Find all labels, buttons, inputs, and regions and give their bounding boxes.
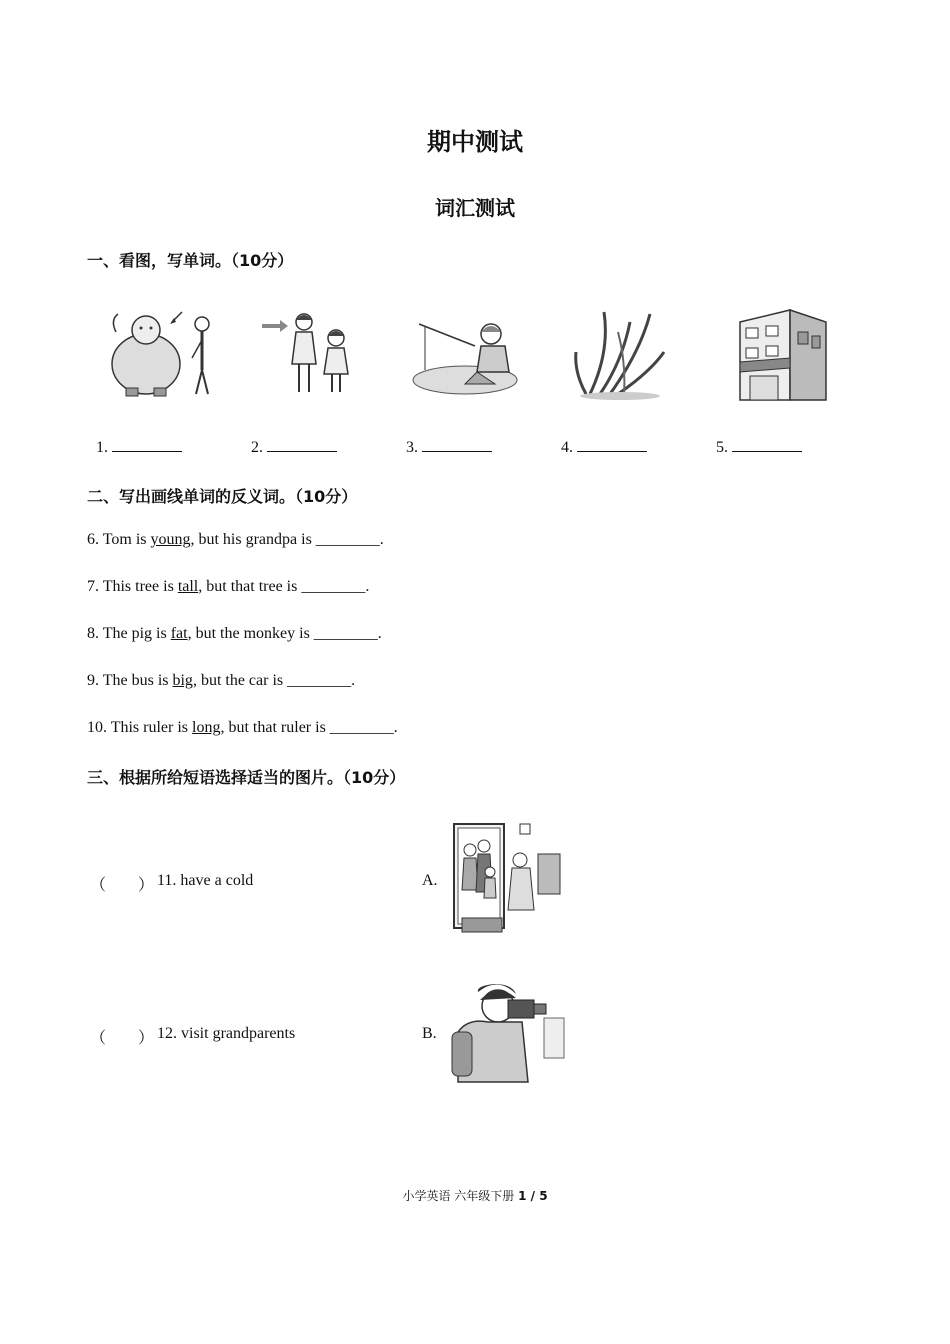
item-number: 5. bbox=[716, 439, 728, 456]
fat-man-thin-man-picture bbox=[96, 292, 228, 410]
blank-2[interactable] bbox=[251, 437, 337, 457]
underlined-word: fat bbox=[170, 625, 188, 642]
answer-paren-11[interactable]: （ ） bbox=[90, 877, 155, 894]
grass-picture bbox=[560, 292, 692, 410]
underlined-word: long bbox=[192, 719, 221, 736]
page-subtitle: 词汇测试 bbox=[435, 196, 515, 220]
underlined-word: big bbox=[172, 672, 193, 689]
sentence-10: 10. This ruler is long, but that ruler is ________. bbox=[87, 719, 398, 736]
building-picture bbox=[716, 292, 848, 410]
section1-heading: 一、看图，写单词。（10分） bbox=[87, 251, 294, 270]
blank-1[interactable] bbox=[96, 437, 182, 457]
footer-text: 小学英语 六年级下册 bbox=[402, 1189, 515, 1203]
option-b-label: B. bbox=[422, 1025, 437, 1042]
phrase-11: 11. have a cold bbox=[157, 872, 254, 889]
phrase-12: 12. visit grandparents bbox=[157, 1025, 296, 1042]
family-visit-picture bbox=[448, 814, 568, 944]
sentence-6: 6. Tom is young, but his grandpa is ________. bbox=[87, 531, 384, 548]
boy-fishing-picture bbox=[405, 292, 537, 410]
option-a-label: A. bbox=[422, 872, 438, 889]
sentence-8: 8. The pig is fat, but the monkey is ________. bbox=[87, 625, 382, 642]
section2-heading: 二、写出画线单词的反义词。（10分） bbox=[87, 487, 358, 506]
item-number: 3. bbox=[406, 439, 418, 456]
item-number: 2. bbox=[251, 439, 263, 456]
underlined-word: tall bbox=[177, 578, 199, 595]
item-number: 4. bbox=[561, 439, 573, 456]
answer-paren-12[interactable]: （ ） bbox=[90, 1030, 155, 1047]
page-number: 1 / 5 bbox=[518, 1189, 548, 1203]
sentence-7: 7. This tree is tall, but that tree is ________. bbox=[87, 578, 370, 595]
underlined-word: young bbox=[150, 531, 191, 548]
sentence-9: 9. The bus is big, but the car is ________. bbox=[87, 672, 356, 689]
page-footer bbox=[0, 1187, 950, 1204]
section3-heading: 三、根据所给短语选择适当的图片。（10分） bbox=[87, 768, 406, 787]
blank-5[interactable] bbox=[716, 437, 802, 457]
man-taking-photo-picture bbox=[448, 978, 568, 1084]
blank-3[interactable] bbox=[406, 437, 492, 457]
page-title: 期中测试 bbox=[427, 128, 523, 156]
tall-short-girls-picture bbox=[250, 292, 382, 410]
blank-4[interactable] bbox=[561, 437, 647, 457]
item-number: 1. bbox=[96, 439, 108, 456]
